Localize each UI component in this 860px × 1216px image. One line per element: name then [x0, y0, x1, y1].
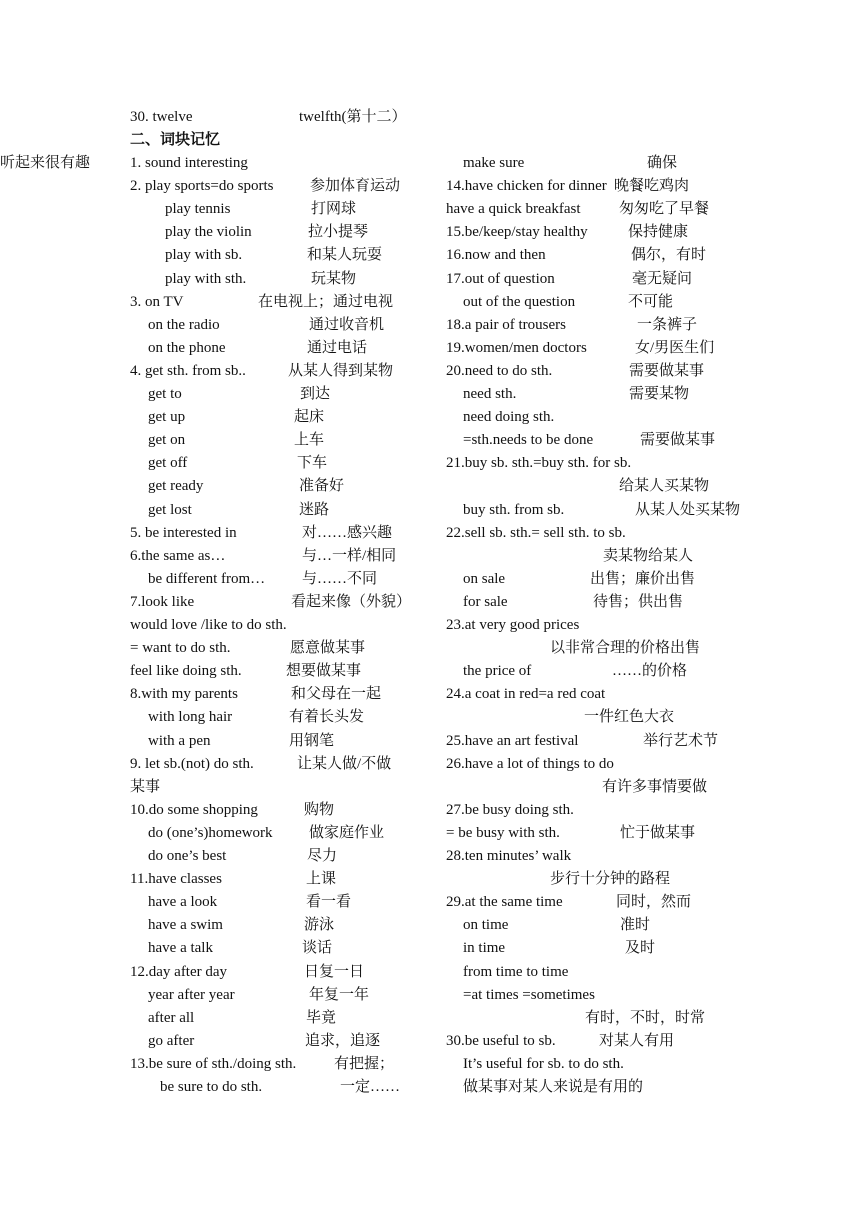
left-phrase-zh: 看起来像（外貌） — [291, 594, 412, 610]
left-phrase-en: 7.look like — [130, 594, 195, 610]
left-phrase-en: get to — [148, 386, 182, 402]
right-phrase-en: on sale — [463, 571, 506, 587]
left-phrase-en: on the phone — [148, 340, 226, 356]
right-phrase-zh: 以非常合理的价格出售 — [550, 640, 701, 656]
right-phrase-en: 30.be useful to sb. — [446, 1033, 556, 1049]
right-phrase-en: in time — [463, 940, 506, 956]
left-phrase-zh: 有把握； — [334, 1056, 395, 1072]
left-phrase-zh: 到达 — [300, 386, 331, 402]
right-phrase-zh: 确保 — [647, 155, 678, 171]
left-phrase-zh: 起床 — [294, 409, 325, 425]
right-phrase-zh: 从某人处买某物 — [635, 502, 741, 518]
left-phrase-en: feel like doing sth. — [130, 663, 242, 679]
right-phrase-en: from time to time — [463, 964, 569, 980]
left-phrase-zh: 拉小提琴 — [308, 224, 369, 240]
left-phrase-zh: 对……感兴趣 — [302, 525, 393, 541]
left-phrase-en: play tennis — [165, 201, 231, 217]
left-phrase-zh: 与…一样/相同 — [302, 548, 397, 564]
right-phrase-en: 24.a coat in red=a red coat — [446, 686, 606, 702]
right-phrase-zh: 需要做某事 — [640, 432, 716, 448]
right-phrase-en: 做某事对某人来说是有用的 — [463, 1079, 644, 1095]
left-phrase-zh: 谈话 — [302, 940, 333, 956]
left-phrase-zh: 参加体育运动 — [310, 178, 401, 194]
left-phrase-en: get on — [148, 432, 186, 448]
left-phrase-zh: 购物 — [304, 802, 335, 818]
right-phrase-en: the price of — [463, 663, 532, 679]
right-phrase-zh: 一件红色大衣 — [584, 709, 675, 725]
left-phrase-en: 某事 — [130, 779, 161, 795]
left-phrase-en: have a swim — [148, 917, 223, 933]
right-phrase-en: 15.be/keep/stay healthy — [446, 224, 588, 240]
left-phrase-zh: 游泳 — [304, 917, 335, 933]
right-phrase-en: 28.ten minutes’ walk — [446, 848, 572, 864]
left-phrase-en: with a pen — [148, 733, 211, 749]
left-phrase-en: with long hair — [148, 709, 233, 725]
left-phrase-zh: 玩某物 — [311, 271, 357, 287]
right-phrase-en: have a quick breakfast — [446, 201, 581, 217]
right-phrase-zh: 及时 — [625, 940, 656, 956]
right-phrase-zh: 同时，然而 — [616, 894, 692, 910]
right-phrase-zh: 需要某物 — [629, 386, 690, 402]
right-phrase-zh: 举行艺术节 — [643, 733, 719, 749]
left-phrase-en: 3. on TV — [130, 294, 184, 310]
right-phrase-en: buy sth. from sb. — [463, 502, 565, 518]
left-phrase-zh: 年复一年 — [309, 987, 370, 1003]
left-phrase-en: = want to do sth. — [130, 640, 231, 656]
right-phrase-zh: 匆匆吃了早餐 — [619, 201, 710, 217]
left-phrase-en: after all — [148, 1010, 195, 1026]
right-phrase-en: 14.have chicken for dinner — [446, 178, 607, 194]
left-phrase-zh: 在电视上；通过电视 — [258, 294, 394, 310]
left-phrase-zh: 听起来很有趣 — [0, 155, 91, 171]
left-phrase-en: 4. get sth. from sb.. — [130, 363, 246, 379]
right-phrase-en: =sth.needs to be done — [463, 432, 594, 448]
right-phrase-zh: 有时，不时，时常 — [585, 1010, 706, 1026]
right-phrase-en: need sth. — [463, 386, 517, 402]
left-phrase-en: play with sb. — [165, 247, 243, 263]
left-phrase-en: on the radio — [148, 317, 220, 333]
left-phrase-zh: 和某人玩耍 — [307, 247, 383, 263]
left-phrase-en: have a look — [148, 894, 218, 910]
right-phrase-en: It’s useful for sb. to do sth. — [463, 1056, 624, 1072]
right-phrase-en: for sale — [463, 594, 508, 610]
right-phrase-zh: 偶尔，有时 — [631, 247, 707, 263]
right-phrase-en: on time — [463, 917, 509, 933]
right-phrase-en: 18.a pair of trousers — [446, 317, 566, 333]
left-phrase-en: 5. be interested in — [130, 525, 237, 541]
right-phrase-zh: 出售；廉价出售 — [590, 571, 696, 587]
right-phrase-zh: 不可能 — [628, 294, 674, 310]
right-phrase-en: 17.out of question — [446, 271, 555, 287]
right-phrase-zh: 忙于做某事 — [620, 825, 696, 841]
right-phrase-en: =at times =sometimes — [463, 987, 595, 1003]
left-phrase-en: have a talk — [148, 940, 213, 956]
right-phrase-en: 25.have an art festival — [446, 733, 579, 749]
left-phrase-zh: 让某人做/不做 — [297, 756, 392, 772]
left-phrase-en: play the violin — [165, 224, 252, 240]
right-phrase-en: 21.buy sb. sth.=buy sth. for sb. — [446, 455, 632, 471]
left-phrase-zh: 迷路 — [299, 502, 330, 518]
left-phrase-zh: 与……不同 — [302, 571, 378, 587]
right-phrase-zh: 保持健康 — [628, 224, 689, 240]
left-phrase-en: get off — [148, 455, 188, 471]
right-phrase-en: out of the question — [463, 294, 576, 310]
right-phrase-en: make sure — [463, 155, 525, 171]
left-phrase-en: get up — [148, 409, 186, 425]
left-phrase-zh: 一定…… — [340, 1079, 401, 1095]
right-phrase-zh: 女/男医生们 — [635, 340, 715, 356]
right-phrase-zh: 有许多事情要做 — [602, 779, 708, 795]
right-phrase-zh: 卖某物给某人 — [603, 548, 694, 564]
left-phrase-en: year after year — [148, 987, 235, 1003]
right-phrase-en: 26.have a lot of things to do — [446, 756, 614, 772]
left-phrase-en: 1. sound interesting — [130, 155, 248, 171]
left-phrase-en: 6.the same as… — [130, 548, 226, 564]
left-phrase-en: get ready — [148, 478, 204, 494]
left-phrase-en: 9. let sb.(not) do sth. — [130, 756, 254, 772]
top-line-en: 30. twelve — [130, 109, 193, 125]
right-phrase-zh: 准时 — [620, 917, 651, 933]
right-phrase-zh: ……的价格 — [612, 663, 688, 679]
right-phrase-zh: 毫无疑问 — [632, 271, 693, 287]
left-phrase-zh: 准备好 — [299, 478, 345, 494]
left-phrase-zh: 毕竟 — [306, 1010, 337, 1026]
right-phrase-en: = be busy with sth. — [446, 825, 560, 841]
left-phrase-zh: 上课 — [306, 871, 337, 887]
left-phrase-zh: 看一看 — [306, 894, 352, 910]
left-phrase-zh: 想要做某事 — [286, 663, 362, 679]
left-phrase-zh: 有着长头发 — [289, 709, 365, 725]
right-phrase-zh: 步行十分钟的路程 — [550, 871, 671, 887]
section-title: 二、词块记忆 — [130, 132, 221, 148]
left-phrase-zh: 愿意做某事 — [290, 640, 366, 656]
top-line-zh: twelfth(第十二） — [299, 109, 407, 125]
right-phrase-en: 27.be busy doing sth. — [446, 802, 574, 818]
left-phrase-zh: 通过电话 — [307, 340, 368, 356]
left-phrase-zh: 打网球 — [311, 201, 357, 217]
right-phrase-zh: 对某人有用 — [599, 1033, 675, 1049]
left-phrase-en: 12.day after day — [130, 964, 228, 980]
left-phrase-zh: 尽力 — [307, 848, 338, 864]
right-phrase-en: 20.need to do sth. — [446, 363, 553, 379]
left-phrase-en: play with sth. — [165, 271, 247, 287]
left-phrase-en: get lost — [148, 502, 192, 518]
left-phrase-en: be different from… — [148, 571, 266, 587]
left-phrase-en: would love /like to do sth. — [130, 617, 287, 633]
left-phrase-en: do (one’s)homework — [148, 825, 273, 841]
left-phrase-en: go after — [148, 1033, 195, 1049]
left-phrase-en: do one’s best — [148, 848, 227, 864]
right-phrase-zh: 一条裤子 — [637, 317, 698, 333]
right-phrase-en: 19.women/men doctors — [446, 340, 587, 356]
left-phrase-en: be sure to do sth. — [160, 1079, 263, 1095]
left-phrase-zh: 做家庭作业 — [309, 825, 385, 841]
right-phrase-zh: 待售；供出售 — [593, 594, 684, 610]
right-phrase-zh: 需要做某事 — [629, 363, 705, 379]
left-phrase-zh: 通过收音机 — [309, 317, 385, 333]
left-phrase-zh: 上车 — [294, 432, 325, 448]
left-phrase-zh: 用钢笔 — [289, 733, 335, 749]
left-phrase-en: 11.have classes — [130, 871, 222, 887]
left-phrase-zh: 从某人得到某物 — [288, 363, 394, 379]
right-phrase-en: 23.at very good prices — [446, 617, 580, 633]
left-phrase-en: 10.do some shopping — [130, 802, 258, 818]
left-phrase-zh: 日复一日 — [304, 964, 365, 980]
left-phrase-zh: 追求，追逐 — [305, 1033, 381, 1049]
left-phrase-zh: 和父母在一起 — [291, 686, 382, 702]
left-phrase-en: 13.be sure of sth./doing sth. — [130, 1056, 297, 1072]
left-phrase-zh: 下车 — [297, 455, 328, 471]
left-phrase-en: 2. play sports=do sports — [130, 178, 274, 194]
right-phrase-en: 29.at the same time — [446, 894, 563, 910]
right-phrase-zh: 晚餐吃鸡肉 — [614, 178, 690, 194]
right-phrase-en: need doing sth. — [463, 409, 555, 425]
right-phrase-en: 22.sell sb. sth.= sell sth. to sb. — [446, 525, 626, 541]
right-phrase-en: 16.now and then — [446, 247, 546, 263]
right-phrase-zh: 给某人买某物 — [619, 478, 710, 494]
left-phrase-en: 8.with my parents — [130, 686, 238, 702]
